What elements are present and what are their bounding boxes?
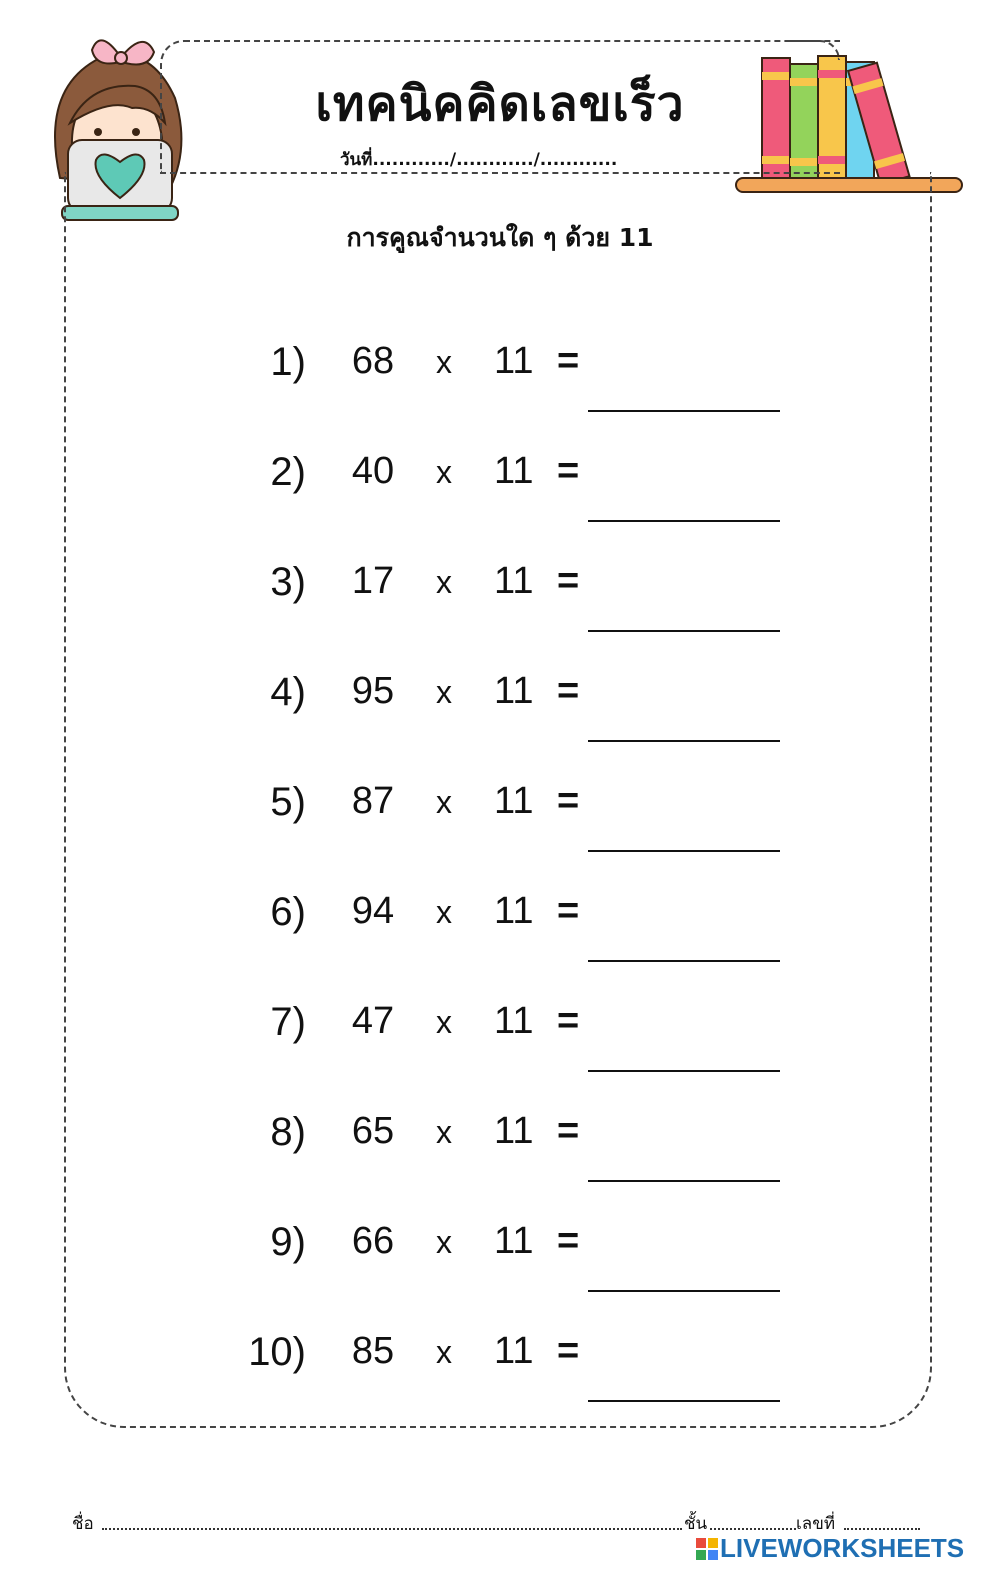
worksheet-subtitle: การคูณจำนวนใด ๆ ด้วย 11	[346, 223, 654, 252]
multiply-sign: x	[436, 344, 452, 380]
watermark-text: LIVEWORKSHEETS	[720, 1533, 965, 1563]
answer-field[interactable]	[588, 740, 780, 742]
answer-field[interactable]	[588, 1290, 780, 1292]
operand-a: 95	[351, 670, 395, 712]
operand-b: 11	[494, 890, 534, 932]
problem-row	[0, 1220, 1000, 1310]
equals-sign: =	[557, 1220, 580, 1262]
liveworksheets-logo-icon	[696, 1538, 718, 1560]
number-field[interactable]	[844, 1528, 920, 1530]
class-label: ชั้น	[684, 1514, 708, 1534]
multiply-sign: x	[436, 784, 452, 820]
equals-sign: =	[557, 670, 580, 712]
problem-number: 2)	[270, 450, 306, 494]
name-field[interactable]	[102, 1528, 682, 1530]
operand-b: 11	[494, 1220, 534, 1262]
operand-a: 47	[351, 1000, 395, 1042]
equals-sign: =	[557, 450, 580, 492]
operand-b: 11	[494, 340, 534, 382]
operand-a: 85	[351, 1330, 395, 1372]
problem-row	[0, 890, 1000, 980]
operand-b: 11	[494, 1330, 534, 1372]
operand-b: 11	[494, 1110, 534, 1152]
answer-field[interactable]	[588, 1070, 780, 1072]
problem-row	[0, 340, 1000, 430]
problem-row	[0, 560, 1000, 650]
problem-number: 9)	[270, 1220, 306, 1264]
multiply-sign: x	[436, 1334, 452, 1370]
equals-sign: =	[557, 1110, 580, 1152]
problem-number: 4)	[270, 670, 306, 714]
class-field[interactable]	[710, 1528, 796, 1530]
multiply-sign: x	[436, 564, 452, 600]
equals-sign: =	[557, 780, 580, 822]
operand-b: 11	[494, 670, 534, 712]
problem-number: 7)	[270, 1000, 306, 1044]
answer-field[interactable]	[588, 520, 780, 522]
answer-field[interactable]	[588, 850, 780, 852]
equals-sign: =	[557, 890, 580, 932]
operand-a: 94	[351, 890, 395, 932]
operand-a: 65	[351, 1110, 395, 1152]
problem-row	[0, 780, 1000, 870]
operand-a: 87	[351, 780, 395, 822]
equals-sign: =	[557, 340, 580, 382]
problem-row	[0, 670, 1000, 760]
multiply-sign: x	[436, 1004, 452, 1040]
operand-b: 11	[494, 560, 534, 602]
answer-field[interactable]	[588, 630, 780, 632]
answer-field[interactable]	[588, 960, 780, 962]
operand-b: 11	[494, 780, 534, 822]
equals-sign: =	[557, 1330, 580, 1372]
multiply-sign: x	[436, 454, 452, 490]
problem-row	[0, 450, 1000, 540]
problem-number: 1)	[270, 340, 306, 384]
problem-number: 10)	[248, 1330, 306, 1374]
answer-field[interactable]	[588, 1180, 780, 1182]
problem-number: 6)	[270, 890, 306, 934]
problem-row	[0, 1110, 1000, 1200]
operand-a: 66	[351, 1220, 395, 1262]
operand-a: 40	[351, 450, 395, 492]
multiply-sign: x	[436, 1224, 452, 1260]
problem-row	[0, 1000, 1000, 1090]
problem-number: 8)	[270, 1110, 306, 1154]
operand-b: 11	[494, 1000, 534, 1042]
operand-a: 17	[351, 560, 395, 602]
name-label: ชื่อ	[72, 1514, 94, 1534]
liveworksheets-logo	[696, 1533, 964, 1563]
answer-field[interactable]	[588, 1400, 780, 1402]
answer-field[interactable]	[588, 410, 780, 412]
problem-row	[0, 1330, 1000, 1420]
multiply-sign: x	[436, 894, 452, 930]
number-label: เลขที่	[796, 1514, 836, 1534]
problem-number: 5)	[270, 780, 306, 824]
equals-sign: =	[557, 560, 580, 602]
date-field[interactable]: วันที่............/............/............	[340, 150, 618, 170]
multiply-sign: x	[436, 1114, 452, 1150]
worksheet-title: เทคนิคคิดเลขเร็ว	[315, 76, 685, 132]
operand-b: 11	[494, 450, 534, 492]
multiply-sign: x	[436, 674, 452, 710]
operand-a: 68	[351, 340, 395, 382]
equals-sign: =	[557, 1000, 580, 1042]
problem-number: 3)	[270, 560, 306, 604]
